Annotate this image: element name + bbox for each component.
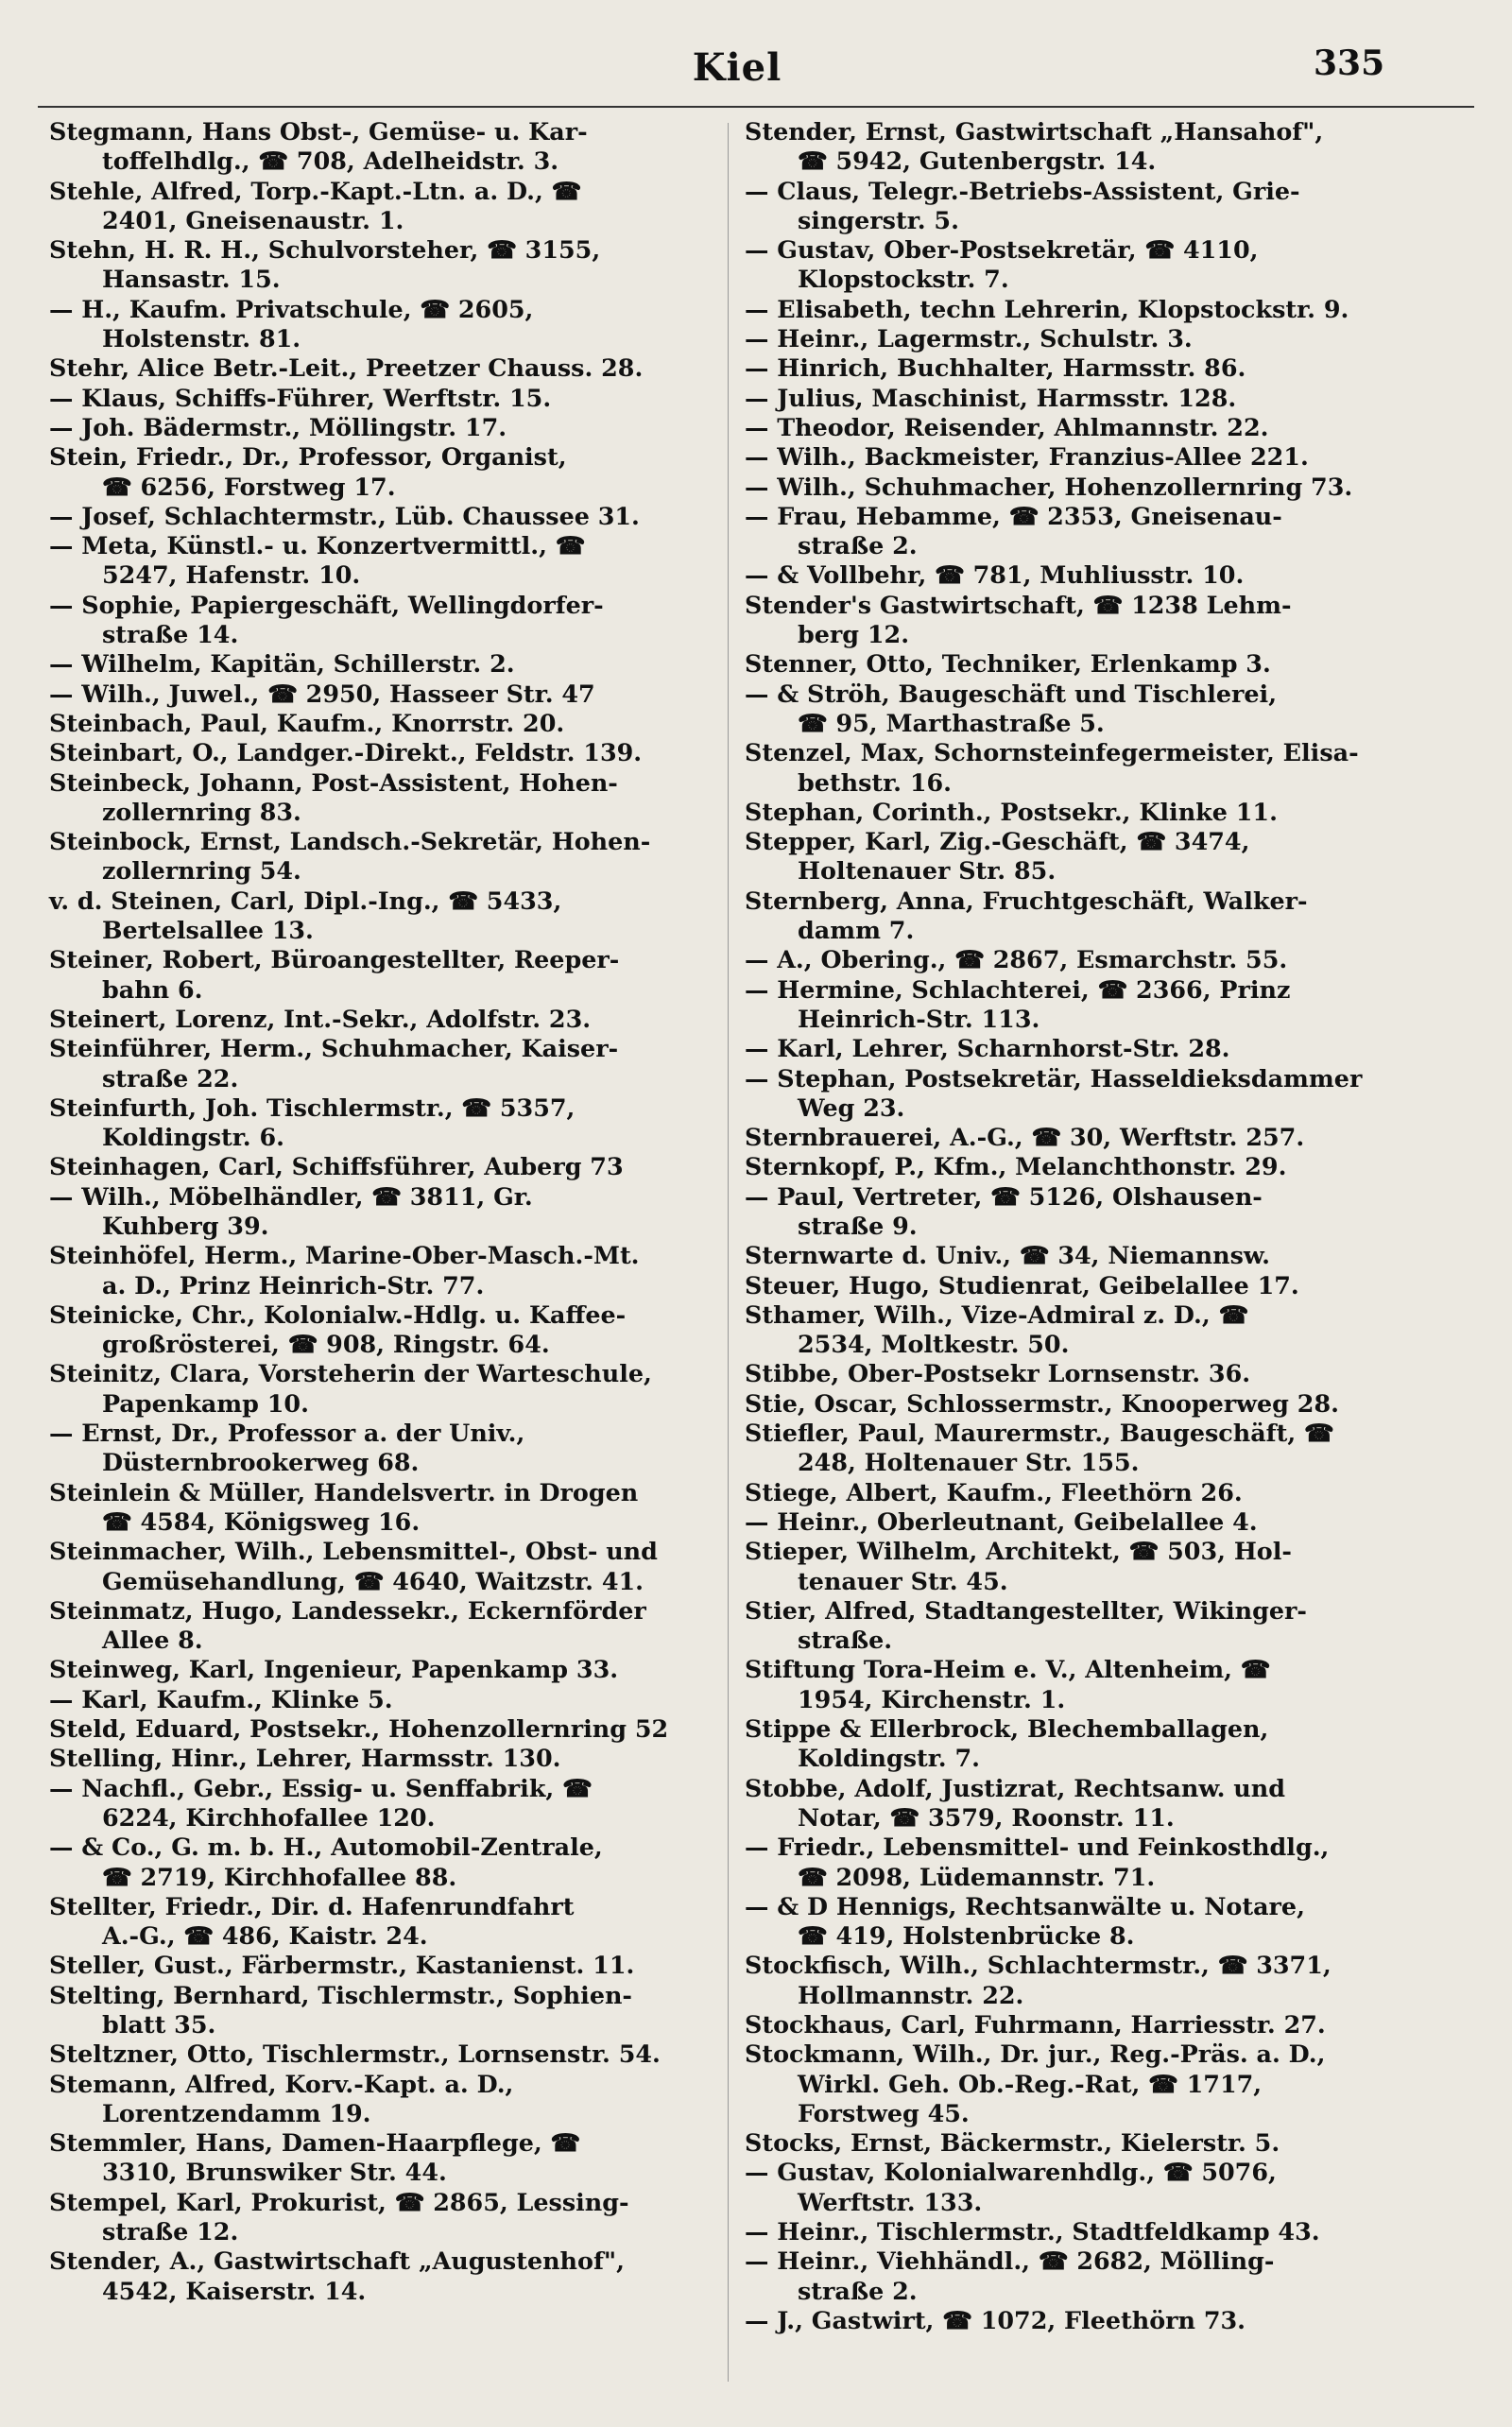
directory-entry-line: großrösterei, ☎ 908, Ringstr. 64. (102, 1330, 550, 1359)
page-title: Kiel (692, 45, 782, 90)
directory-entry-line: — Ernst, Dr., Professor a. der Univ., (49, 1419, 525, 1448)
directory-entry-line: Papenkamp 10. (102, 1388, 309, 1418)
directory-entry-line: Stobbe, Adolf, Justizrat, Rechtsanw. und (745, 1773, 1285, 1802)
directory-entry-line: Koldingstr. 7. (798, 1744, 980, 1773)
directory-entry-line: Steinbart, O., Landger.-Direkt., Feldstr. 139. (49, 738, 643, 767)
directory-entry-line: — Josef, Schlachtermstr., Lüb. Chaussee 31. (49, 501, 640, 530)
directory-entry-line: Wirkl. Geh. Ob.-Reg.-Rat, ☎ 1717, (798, 2069, 1263, 2098)
directory-entry-line: Stippe & Ellerbrock, Blechemballagen, (745, 1714, 1269, 1744)
directory-entry-line: Stiefler, Paul, Maurermstr., Baugeschäft, ☎ (745, 1419, 1334, 1448)
directory-entry-line: — Julius, Maschinist, Harmsstr. 128. (745, 383, 1237, 412)
directory-entry-line: Holtenauer Str. 85. (798, 856, 1057, 886)
directory-entry-line: Stie, Oscar, Schlossermstr., Knooperweg 28. (745, 1388, 1339, 1418)
directory-entry-line: — Claus, Telegr.-Betriebs-Assistent, Grie- (745, 176, 1300, 205)
directory-entry-line: — Paul, Vertreter, ☎ 5126, Olshausen- (745, 1181, 1263, 1211)
directory-entry-line: — H., Kaufm. Privatschule, ☎ 2605, (49, 294, 534, 323)
directory-entry-line: Gemüsehandlung, ☎ 4640, Waitzstr. 41. (102, 1566, 644, 1595)
directory-entry-line: — Gustav, Kolonialwarenhdlg., ☎ 5076, (745, 2158, 1277, 2187)
directory-entry-line: — Karl, Lehrer, Scharnhorst-Str. 28. (745, 1034, 1230, 1063)
directory-entry-line: Steinfurth, Joh. Tischlermstr., ☎ 5357, (49, 1093, 576, 1122)
directory-entry-line: Steller, Gust., Färbermstr., Kastanienst. 11. (49, 1951, 635, 1980)
directory-entry-line: Koldingstr. 6. (102, 1123, 284, 1152)
directory-entry-line: Stockfisch, Wilh., Schlachtermstr., ☎ 3371, (745, 1951, 1332, 1980)
directory-entry-line: Stegmann, Hans Obst-, Gemüse- u. Kar- (49, 117, 588, 146)
column-divider (728, 123, 729, 2382)
directory-entry-line: — Klaus, Schiffs-Führer, Werftstr. 15. (49, 383, 552, 412)
directory-entry-line: Bertelsallee 13. (102, 916, 314, 945)
directory-entry-line: straße 12. (102, 2217, 239, 2246)
directory-entry-line: 1954, Kirchenstr. 1. (798, 1684, 1066, 1713)
directory-entry-line: damm 7. (798, 916, 915, 945)
directory-entry-line: Sternkopf, P., Kfm., Melanchthonstr. 29. (745, 1152, 1287, 1181)
directory-entry-line: ☎ 4584, Königsweg 16. (102, 1506, 421, 1536)
directory-entry-line: Steinert, Lorenz, Int.-Sekr., Adolfstr. 23. (49, 1004, 592, 1033)
directory-entry-line: Stockhaus, Carl, Fuhrmann, Harriesstr. 27. (745, 2010, 1326, 2039)
directory-entry-line: Stiftung Tora-Heim e. V., Altenheim, ☎ (745, 1655, 1271, 1684)
directory-entry-line: Holstenstr. 81. (102, 324, 301, 353)
directory-entry-line: Stelling, Hinr., Lehrer, Harmsstr. 130. (49, 1744, 561, 1773)
directory-entry-line: Steld, Eduard, Postsekr., Hohenzollernring 52 (49, 1714, 669, 1744)
directory-entry-line: Steltzner, Otto, Tischlermstr., Lornsenstr. 54. (49, 2040, 661, 2069)
directory-entry-line: ☎ 419, Holstenbrücke 8. (798, 1921, 1135, 1951)
directory-entry-line: Kuhberg 39. (102, 1211, 269, 1240)
directory-entry-line: zollernring 83. (102, 797, 301, 826)
directory-entry-line: straße. (798, 1626, 893, 1655)
directory-entry-line: — A., Obering., ☎ 2867, Esmarchstr. 55. (745, 945, 1288, 974)
directory-entry-line: Forstweg 45. (798, 2098, 970, 2127)
directory-entry-line: Stender, Ernst, Gastwirtschaft „Hansahof", (745, 117, 1324, 146)
directory-entry-line: Stenzel, Max, Schornsteinfegermeister, Elisa- (745, 738, 1359, 767)
directory-entry-line: Stieper, Wilhelm, Architekt, ☎ 503, Hol- (745, 1537, 1292, 1566)
directory-entry-line: ☎ 6256, Forstweg 17. (102, 472, 396, 501)
directory-entry-line: — Wilh., Schuhmacher, Hohenzollernring 73. (745, 472, 1353, 501)
directory-entry-line: 6224, Kirchhofallee 120. (102, 1802, 436, 1832)
directory-entry-line: 5247, Hafenstr. 10. (102, 560, 361, 590)
directory-entry-line: Steinführer, Herm., Schuhmacher, Kaiser- (49, 1034, 619, 1063)
directory-entry-line: Allee 8. (102, 1626, 203, 1655)
directory-entry-line: bethstr. 16. (798, 767, 953, 797)
directory-entry-line: Sternbrauerei, A.-G., ☎ 30, Werftstr. 257. (745, 1123, 1305, 1152)
directory-entry-line: Düsternbrookerweg 68. (102, 1448, 420, 1477)
directory-entry-line: ☎ 5942, Gutenbergstr. 14. (798, 146, 1157, 176)
directory-entry-line: Steinbeck, Johann, Post-Assistent, Hohen- (49, 767, 618, 797)
directory-entry-line: — Hinrich, Buchhalter, Harmsstr. 86. (745, 353, 1246, 383)
directory-entry-line: ☎ 2098, Lüdemannstr. 71. (798, 1862, 1156, 1891)
directory-entry-line: Stemann, Alfred, Korv.-Kapt. a. D., (49, 2069, 514, 2098)
directory-entry-line: Notar, ☎ 3579, Roonstr. 11. (798, 1802, 1175, 1832)
directory-entry-line: Stehle, Alfred, Torp.-Kapt.-Ltn. a. D., ☎ (49, 176, 582, 205)
directory-entry-line: Steinicke, Chr., Kolonialw.-Hdlg. u. Kaffee- (49, 1300, 627, 1329)
directory-entry-line: Hansastr. 15. (102, 265, 281, 294)
directory-entry-line: Stehn, H. R. H., Schulvorsteher, ☎ 3155, (49, 235, 601, 265)
directory-entry-line: straße 14. (102, 620, 239, 649)
directory-entry-line: — Frau, Hebamme, ☎ 2353, Gneisenau- (745, 501, 1282, 530)
directory-entry-line: — Wilh., Möbelhändler, ☎ 3811, Gr. (49, 1181, 533, 1211)
directory-entry-line: straße 2. (798, 2276, 918, 2305)
directory-entry-line: — Wilh., Juwel., ☎ 2950, Hasseer Str. 47 (49, 679, 595, 708)
directory-entry-line: — Wilh., Backmeister, Franzius-Allee 221. (745, 442, 1309, 472)
directory-entry-line: 2534, Moltkestr. 50. (798, 1330, 1070, 1359)
directory-entry-line: — Nachfl., Gebr., Essig- u. Senffabrik, ☎ (49, 1773, 593, 1802)
directory-entry-line: — Theodor, Reisender, Ahlmannstr. 22. (745, 412, 1269, 441)
directory-entry-line: v. d. Steinen, Carl, Dipl.-Ing., ☎ 5433, (49, 886, 562, 915)
directory-entry-line: Stein, Friedr., Dr., Professor, Organist, (49, 442, 567, 472)
directory-entry-line: — Friedr., Lebensmittel- und Feinkosthdlg., (745, 1833, 1330, 1862)
page-number: 335 (1314, 43, 1385, 83)
directory-entry-line: — Hermine, Schlachterei, ☎ 2366, Prinz (745, 974, 1291, 1004)
directory-entry-line: — & Ströh, Baugeschäft und Tischlerei, (745, 679, 1278, 708)
directory-entry-line: a. D., Prinz Heinrich-Str. 77. (102, 1270, 485, 1300)
directory-entry-line: straße 22. (102, 1063, 239, 1093)
directory-entry-line: Stenner, Otto, Techniker, Erlenkamp 3. (745, 649, 1271, 679)
directory-entry-line: — & Vollbehr, ☎ 781, Muhliusstr. 10. (745, 560, 1245, 590)
directory-entry-line: ☎ 2719, Kirchhofallee 88. (102, 1862, 457, 1891)
directory-entry-line: 3310, Brunswiker Str. 44. (102, 2158, 447, 2187)
directory-entry-line: 4542, Kaiserstr. 14. (102, 2276, 367, 2305)
directory-entry-line: Werftstr. 133. (798, 2187, 983, 2216)
directory-entry-line: Stiege, Albert, Kaufm., Fleethörn 26. (745, 1477, 1243, 1506)
directory-entry-line: — Heinr., Viehhändl., ☎ 2682, Mölling- (745, 2246, 1275, 2276)
directory-entry-line: Klopstockstr. 7. (798, 265, 1009, 294)
directory-entry-line: Steinbock, Ernst, Landsch.-Sekretär, Hohen- (49, 827, 651, 856)
directory-entry-line: — Wilhelm, Kapitän, Schillerstr. 2. (49, 649, 515, 679)
right-column (745, 117, 1387, 2335)
directory-entry-line: — Heinr., Tischlermstr., Stadtfeldkamp 43. (745, 2217, 1320, 2246)
directory-entry-line: berg 12. (798, 620, 910, 649)
directory-entry-line: Sthamer, Wilh., Vize-Admiral z. D., ☎ (745, 1300, 1249, 1329)
directory-entry-line: straße 2. (798, 531, 918, 560)
directory-entry-line: Stehr, Alice Betr.-Leit., Preetzer Chauss. 28. (49, 353, 644, 383)
directory-entry-line: bahn 6. (102, 974, 203, 1004)
directory-entry-line: — J., Gastwirt, ☎ 1072, Fleethörn 73. (745, 2305, 1246, 2334)
directory-entry-line: straße 9. (798, 1211, 918, 1240)
directory-entry-line: — & D Hennigs, Rechtsanwälte u. Notare, (745, 1891, 1305, 1920)
directory-entry-line: Steinhöfel, Herm., Marine-Ober-Masch.-Mt. (49, 1241, 640, 1270)
directory-entry-line: Sternwarte d. Univ., ☎ 34, Niemannsw. (745, 1241, 1271, 1270)
directory-entry-line: Stier, Alfred, Stadtangestellter, Wikinger- (745, 1595, 1307, 1625)
directory-entry-line: Stellter, Friedr., Dir. d. Hafenrundfahrt (49, 1891, 575, 1920)
directory-entry-line: 248, Holtenauer Str. 155. (798, 1448, 1140, 1477)
directory-entry-line: Steinitz, Clara, Vorsteherin der Warteschule, (49, 1359, 652, 1388)
directory-entry-line: — Heinr., Lagermstr., Schulstr. 3. (745, 324, 1193, 353)
directory-entry-line: — Meta, Künstl.- u. Konzertvermittl., ☎ (49, 531, 586, 560)
directory-entry-line: Stender's Gastwirtschaft, ☎ 1238 Lehm- (745, 590, 1292, 619)
directory-entry-line: Stibbe, Ober-Postsekr Lornsenstr. 36. (745, 1359, 1251, 1388)
header-rule (38, 106, 1474, 108)
directory-entry-line: Heinrich-Str. 113. (798, 1004, 1040, 1033)
directory-entry-line: Steinhagen, Carl, Schiffsführer, Auberg 73 (49, 1152, 624, 1181)
directory-entry-line: — Karl, Kaufm., Klinke 5. (49, 1684, 393, 1713)
directory-entry-line: — Stephan, Postsekretär, Hasseldieksdammer (745, 1063, 1363, 1093)
directory-entry-line: — Sophie, Papiergeschäft, Wellingdorfer- (49, 590, 604, 619)
directory-entry-line: Steiner, Robert, Büroangestellter, Reeper- (49, 945, 620, 974)
directory-entry-line: Stocks, Ernst, Bäckermstr., Kielerstr. 5. (745, 2128, 1280, 2158)
directory-entry-line: — Elisabeth, techn Lehrerin, Klopstockstr. 9. (745, 294, 1349, 323)
directory-entry-line: Steinbach, Paul, Kaufm., Knorrstr. 20. (49, 708, 565, 737)
directory-entry-line: Stempel, Karl, Prokurist, ☎ 2865, Lessing- (49, 2187, 629, 2216)
directory-entry-line: toffelhdlg., ☎ 708, Adelheidstr. 3. (102, 146, 559, 176)
directory-entry-line: Steuer, Hugo, Studienrat, Geibelallee 17. (745, 1270, 1299, 1300)
directory-entry-line: singerstr. 5. (798, 205, 959, 234)
directory-entry-line: Steinweg, Karl, Ingenieur, Papenkamp 33. (49, 1655, 619, 1684)
directory-entry-line: Stepper, Karl, Zig.-Geschäft, ☎ 3474, (745, 827, 1250, 856)
directory-entry-line: — Joh. Bädermstr., Möllingstr. 17. (49, 412, 507, 441)
directory-entry-line: tenauer Str. 45. (798, 1566, 1008, 1595)
directory-entry-line: Stender, A., Gastwirtschaft „Augustenhof", (49, 2246, 625, 2276)
directory-entry-line: — Gustav, Ober-Postsekretär, ☎ 4110, (745, 235, 1259, 265)
directory-entry-line: — & Co., G. m. b. H., Automobil-Zentrale, (49, 1833, 603, 1862)
directory-entry-line: Weg 23. (798, 1093, 905, 1122)
left-column (49, 117, 711, 2306)
directory-entry-line: zollernring 54. (102, 856, 301, 886)
directory-entry-line: Stelting, Bernhard, Tischlermstr., Sophien- (49, 1980, 632, 2009)
directory-entry-line: ☎ 95, Marthastraße 5. (798, 708, 1105, 737)
directory-entry-line: blatt 35. (102, 2010, 216, 2039)
directory-entry-line: Stemmler, Hans, Damen-Haarpflege, ☎ (49, 2128, 581, 2158)
directory-entry-line: 2401, Gneisenaustr. 1. (102, 205, 404, 234)
directory-entry-line: — Heinr., Oberleutnant, Geibelallee 4. (745, 1506, 1258, 1536)
directory-entry-line: Lorentzendamm 19. (102, 2098, 371, 2127)
directory-entry-line: A.-G., ☎ 486, Kaistr. 24. (102, 1921, 428, 1951)
directory-entry-line: Steinmacher, Wilh., Lebensmittel-, Obst- und (49, 1537, 658, 1566)
directory-entry-line: Steinlein & Müller, Handelsvertr. in Drogen (49, 1477, 639, 1506)
directory-entry-line: Stephan, Corinth., Postsekr., Klinke 11. (745, 797, 1278, 826)
directory-entry-line: Sternberg, Anna, Fruchtgeschäft, Walker- (745, 886, 1308, 915)
directory-entry-line: Hollmannstr. 22. (798, 1980, 1024, 2009)
directory-entry-line: Steinmatz, Hugo, Landessekr., Eckernförder (49, 1595, 646, 1625)
directory-entry-line: Stockmann, Wilh., Dr. jur., Reg.-Präs. a. D., (745, 2040, 1326, 2069)
